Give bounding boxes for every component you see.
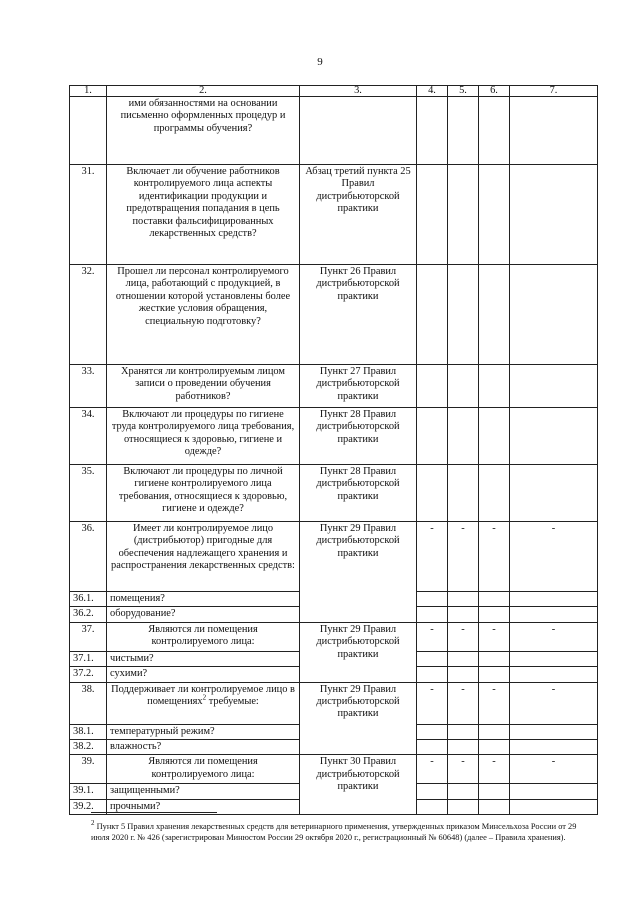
item-number: 36. <box>70 522 107 592</box>
sub-item-text: влажность? <box>107 740 300 755</box>
check-cell <box>417 740 448 755</box>
checklist-table <box>69 85 598 815</box>
check-cell <box>479 465 510 522</box>
check-cell <box>479 97 510 165</box>
sub-item-text: температурный режим? <box>107 724 300 739</box>
check-cell <box>510 667 598 682</box>
check-cell <box>448 651 479 666</box>
header-col-2: 2. <box>107 86 300 97</box>
sub-item-number: 39.1. <box>70 784 107 799</box>
sub-item-text: оборудование? <box>107 607 300 622</box>
item-number: 37. <box>70 622 107 651</box>
header-col-4: 4. <box>417 86 448 97</box>
check-cell <box>417 365 448 408</box>
na-mark: - <box>479 755 510 784</box>
item-reference: Пункт 26 Правил дистрибьюторской практики <box>300 265 417 365</box>
table-row <box>70 622 598 651</box>
sub-item-text: чистыми? <box>107 651 300 666</box>
sub-item-number: 39.2. <box>70 799 107 814</box>
check-cell <box>510 165 598 265</box>
item-reference <box>300 97 417 165</box>
sub-item-number: 37.1. <box>70 651 107 666</box>
check-cell <box>510 607 598 622</box>
table-row <box>70 265 598 365</box>
na-mark: - <box>448 755 479 784</box>
table-row <box>70 408 598 465</box>
footnote-ref: 2 <box>202 693 207 702</box>
check-cell <box>479 799 510 814</box>
item-question: Являются ли помещения контролируемого лица: <box>107 622 300 651</box>
na-mark: - <box>417 755 448 784</box>
na-mark: - <box>510 682 598 724</box>
check-cell <box>448 365 479 408</box>
check-cell <box>479 667 510 682</box>
table-row <box>70 165 598 265</box>
item-reference: Пункт 28 Правил дистрибьюторской практики <box>300 408 417 465</box>
check-cell <box>448 667 479 682</box>
question-text: Поддерживает ли контролируемое лицо в помещениях <box>111 683 295 708</box>
page-number: 9 <box>317 56 323 68</box>
check-cell <box>417 97 448 165</box>
check-cell <box>448 592 479 607</box>
check-cell <box>448 784 479 799</box>
check-cell <box>479 740 510 755</box>
check-cell <box>510 724 598 739</box>
footnote-divider <box>91 812 217 813</box>
check-cell <box>417 724 448 739</box>
check-cell <box>448 265 479 365</box>
item-number: 39. <box>70 755 107 784</box>
check-cell <box>448 724 479 739</box>
table-row <box>70 97 598 165</box>
table-row <box>70 682 598 724</box>
item-reference: Пункт 29 Правил дистрибьюторской практики <box>300 682 417 755</box>
header-col-7: 7. <box>510 86 598 97</box>
check-cell <box>417 408 448 465</box>
na-mark: - <box>448 522 479 592</box>
item-number: 31. <box>70 165 107 265</box>
item-question: Включает ли обучение работников контролируемого лица аспекты идентификации продукции и предотвращения попадания в цепь поставки фальсифицированных лекарственных средств? <box>107 165 300 265</box>
check-cell <box>510 465 598 522</box>
check-cell <box>448 97 479 165</box>
footnote-marker: 2 <box>91 819 95 828</box>
check-cell <box>448 799 479 814</box>
check-cell <box>510 784 598 799</box>
item-number: 38. <box>70 682 107 724</box>
item-number: 33. <box>70 365 107 408</box>
check-cell <box>448 165 479 265</box>
check-cell <box>479 607 510 622</box>
na-mark: - <box>417 522 448 592</box>
na-mark: - <box>417 682 448 724</box>
check-cell <box>417 651 448 666</box>
na-mark: - <box>510 522 598 592</box>
na-mark: - <box>479 622 510 651</box>
check-cell <box>417 607 448 622</box>
check-cell <box>417 799 448 814</box>
item-number: 34. <box>70 408 107 465</box>
item-question: Включают ли процедуры по гигиене труда контролируемого лица требования, относящиеся к здоровью, гигиене и одежде? <box>107 408 300 465</box>
check-cell <box>417 265 448 365</box>
na-mark: - <box>448 622 479 651</box>
item-reference: Пункт 28 Правил дистрибьюторской практики <box>300 465 417 522</box>
sub-item-number: 36.1. <box>70 592 107 607</box>
check-cell <box>510 799 598 814</box>
sub-item-number: 38.2. <box>70 740 107 755</box>
check-cell <box>510 408 598 465</box>
item-number: 35. <box>70 465 107 522</box>
sub-item-text: помещения? <box>107 592 300 607</box>
na-mark: - <box>510 755 598 784</box>
check-cell <box>479 651 510 666</box>
sub-item-text: сухими? <box>107 667 300 682</box>
check-cell <box>417 592 448 607</box>
sub-item-number: 37.2. <box>70 667 107 682</box>
header-row <box>70 86 598 97</box>
check-cell <box>417 165 448 265</box>
check-cell <box>417 667 448 682</box>
check-cell <box>417 465 448 522</box>
header-col-1: 1. <box>70 86 107 97</box>
item-reference: Пункт 29 Правил дистрибьюторской практики <box>300 522 417 623</box>
header-col-3: 3. <box>300 86 417 97</box>
item-question: Прошел ли персонал контролируемого лица, работающий с продукцией, в отношении которой установлены более жесткие условия обращения, специальную подготовку? <box>107 265 300 365</box>
footnote <box>91 821 591 843</box>
table-row <box>70 755 598 784</box>
check-cell <box>510 592 598 607</box>
sub-item-number: 36.2. <box>70 607 107 622</box>
check-cell <box>479 365 510 408</box>
na-mark: - <box>448 682 479 724</box>
check-cell <box>448 607 479 622</box>
check-cell <box>448 465 479 522</box>
item-question: Являются ли помещения контролируемого лица: <box>107 755 300 784</box>
item-question: Хранятся ли контролируемым лицом записи о проведении обучения работников? <box>107 365 300 408</box>
item-reference: Абзац третий пункта 25 Правил дистрибьюторской практики <box>300 165 417 265</box>
table-row <box>70 522 598 592</box>
item-number <box>70 97 107 165</box>
item-question <box>107 682 300 724</box>
check-cell <box>448 740 479 755</box>
check-cell <box>479 165 510 265</box>
item-question: ими обязанностями на основании письменно оформленных процедур и программы обучения? <box>107 97 300 165</box>
item-number: 32. <box>70 265 107 365</box>
table-row <box>70 465 598 522</box>
check-cell <box>510 740 598 755</box>
check-cell <box>479 265 510 365</box>
check-cell <box>510 265 598 365</box>
sub-item-text: защищенными? <box>107 784 300 799</box>
item-reference: Пункт 29 Правил дистрибьюторской практики <box>300 622 417 682</box>
check-cell <box>510 365 598 408</box>
check-cell <box>479 592 510 607</box>
item-question: Имеет ли контролируемое лицо (дистрибьютор) пригодные для обеспечения надлежащего хранения и распространения лекарственных средств: <box>107 522 300 592</box>
na-mark: - <box>417 622 448 651</box>
item-question: Включают ли процедуры по личной гигиене контролируемого лица требования, относящиеся к здоровью, гигиене и одежде? <box>107 465 300 522</box>
na-mark: - <box>479 682 510 724</box>
table-row <box>70 365 598 408</box>
check-cell <box>479 724 510 739</box>
header-col-6: 6. <box>479 86 510 97</box>
item-reference: Пункт 27 Правил дистрибьюторской практики <box>300 365 417 408</box>
check-cell <box>417 784 448 799</box>
check-cell <box>510 651 598 666</box>
sub-item-text: прочными? <box>107 799 300 814</box>
sub-item-number: 38.1. <box>70 724 107 739</box>
check-cell <box>479 408 510 465</box>
check-cell <box>510 97 598 165</box>
question-tail: требуемые: <box>206 696 259 708</box>
check-cell <box>448 408 479 465</box>
na-mark: - <box>479 522 510 592</box>
na-mark: - <box>510 622 598 651</box>
check-cell <box>479 784 510 799</box>
header-col-5: 5. <box>448 86 479 97</box>
item-reference: Пункт 30 Правил дистрибьюторской практики <box>300 755 417 815</box>
footnote-text: Пункт 5 Правил хранения лекарственных средств для ветеринарного применения, утвержденных приказом Минсельхоза России от 29 июля 2020 г. № 426 (зарегистрирован Минюстом России 29 октября 2020 г., регистрационный № 60648) (далее – Правила хранения). <box>91 822 577 842</box>
